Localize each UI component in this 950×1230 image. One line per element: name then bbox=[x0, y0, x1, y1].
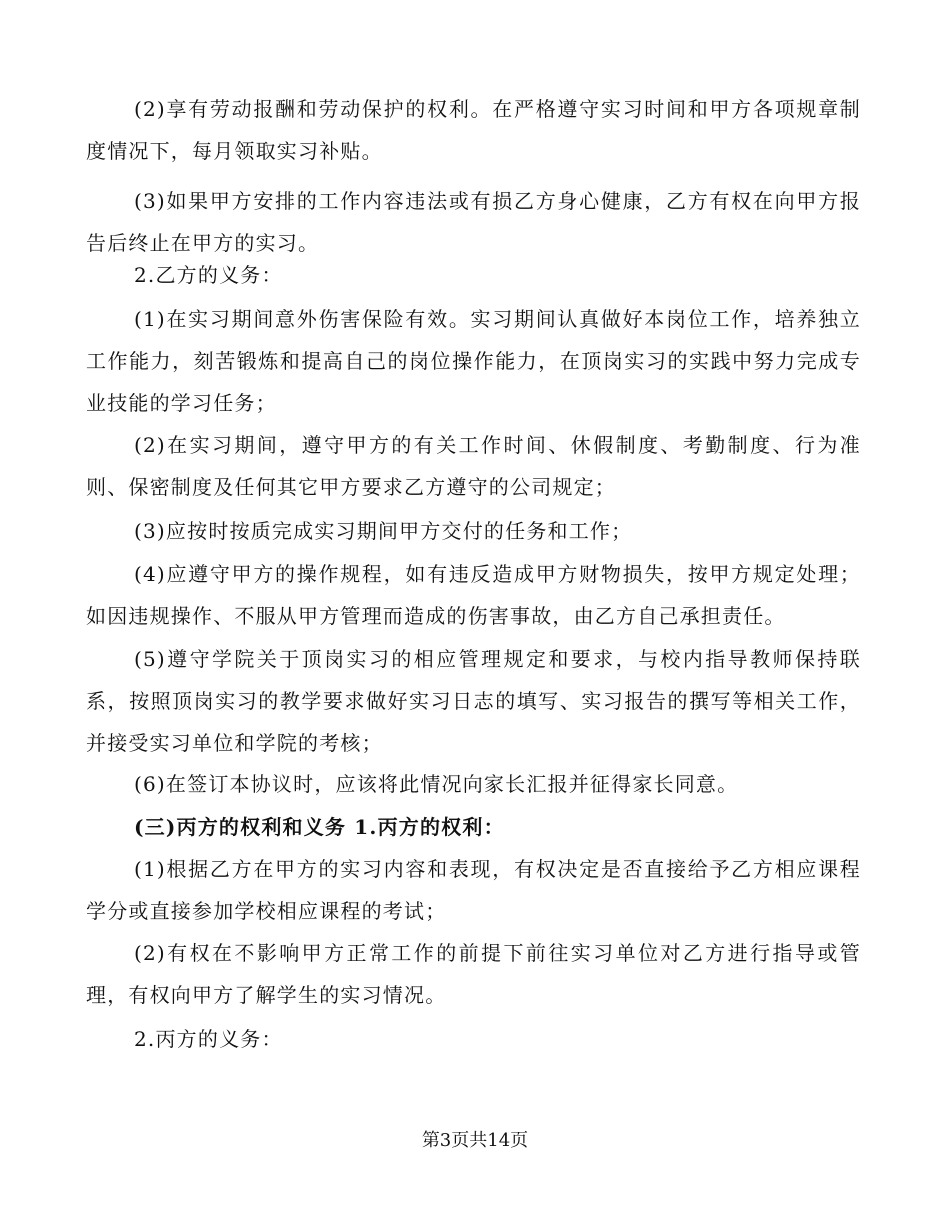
paragraph: (2)享有劳动报酬和劳动保护的权利。在严格遵守实习时间和甲方各项规章制度情况下，每月领取实习补贴。 bbox=[86, 97, 861, 163]
section-heading: 2.乙方的义务： bbox=[134, 263, 283, 287]
paragraph: (1)根据乙方在甲方的实习内容和表现，有权决定是否直接给予乙方相应课程学分或直接参加学校相应课程的考试； bbox=[86, 857, 861, 923]
paragraph: (6)在签订本协议时，应该将此情况向家长汇报并征得家长同意。 bbox=[134, 772, 739, 796]
section-heading: 2.丙方的义务： bbox=[134, 1027, 283, 1051]
section-heading: (三)丙方的权利和义务 1.丙方的权利： bbox=[134, 815, 505, 839]
paragraph: (2)在实习期间，遵守甲方的有关工作时间、休假制度、考勤制度、行为准则、保密制度及任何其它甲方要求乙方遵守的公司规定； bbox=[86, 433, 861, 499]
paragraph: (2)有权在不影响甲方正常工作的前提下前往实习单位对乙方进行指导或管理，有权向甲方了解学生的实习情况。 bbox=[86, 941, 861, 1007]
paragraph: (3)如果甲方安排的工作内容违法或有损乙方身心健康，乙方有权在向甲方报告后终止在甲方的实习。 bbox=[86, 189, 861, 255]
paragraph: (3)应按时按质完成实习期间甲方交付的任务和工作； bbox=[134, 519, 633, 543]
paragraph: (1)在实习期间意外伤害保险有效。实习期间认真做好本岗位工作，培养独立工作能力，刻苦锻炼和提高自己的岗位操作能力，在顶岗实习的实践中努力完成专业技能的学习任务； bbox=[86, 307, 861, 415]
paragraph: (5)遵守学院关于顶岗实习的相应管理规定和要求，与校内指导教师保持联系，按照顶岗实习的教学要求做好实习日志的填写、实习报告的撰写等相关工作，并接受实习单位和学院的考核； bbox=[86, 647, 861, 755]
paragraph: (4)应遵守甲方的操作规程，如有违反造成甲方财物损失，按甲方规定处理；如因违规操作、不服从甲方管理而造成的伤害事故，由乙方自己承担责任。 bbox=[86, 562, 861, 628]
page-number-footer: 第3页共14页 bbox=[421, 1130, 529, 1151]
